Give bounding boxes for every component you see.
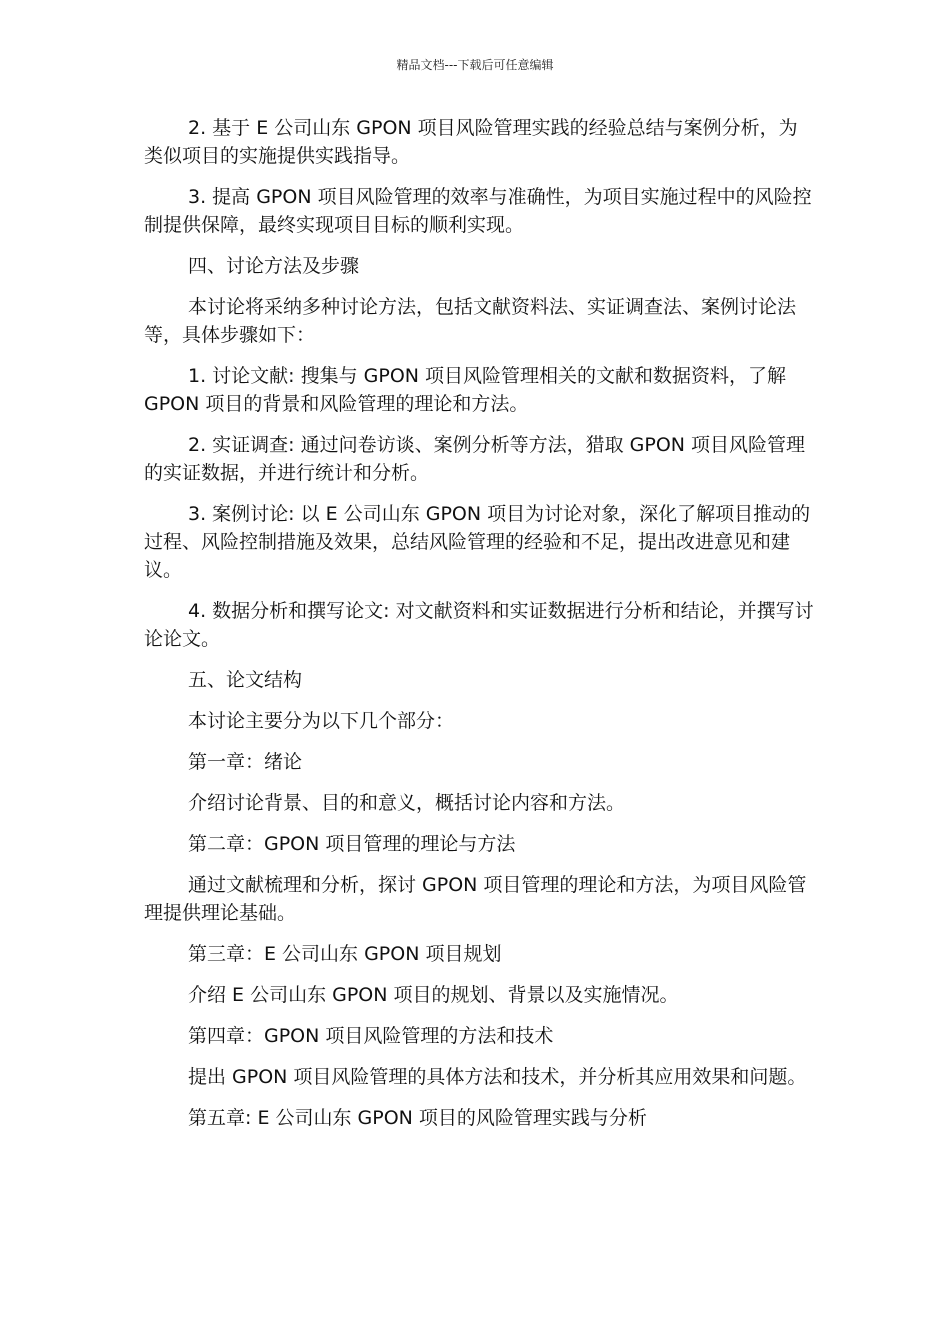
paragraph-step-1: 1. 讨论文献: 搜集与 GPON 项目风险管理相关的文献和数据资料，了解 GPON 项目的背景和风险管理的理论和方法。 xyxy=(144,365,787,415)
document-body xyxy=(144,114,814,1145)
chapter-1-description: 介绍讨论背景、目的和意义，概括讨论内容和方法。 xyxy=(188,792,626,814)
paragraph-step-3: 3. 案例讨论: 以 E 公司山东 GPON 项目为讨论对象，深化了解项目推动的过程、风险控制措施及效果，总结风险管理的经验和不足，提出改进意见和建议。 xyxy=(144,503,811,581)
chapter-4-description: 提出 GPON 项目风险管理的具体方法和技术，并分析其应用效果和问题。 xyxy=(188,1066,807,1088)
section-heading-methods: 四、讨论方法及步骤 xyxy=(188,255,360,277)
chapter-1-title: 第一章：绪论 xyxy=(188,751,303,773)
section-heading-structure: 五、论文结构 xyxy=(188,669,303,691)
paragraph-step-2: 2. 实证调查: 通过问卷访谈、案例分析等方法，猎取 GPON 项目风险管理的实证数据，并进行统计和分析。 xyxy=(144,434,806,484)
chapter-2-title: 第二章：GPON 项目管理的理论与方法 xyxy=(188,833,516,855)
paragraph-goal-2: 2. 基于 E 公司山东 GPON 项目风险管理实践的经验总结与案例分析，为类似项目的实施提供实践指导。 xyxy=(144,117,798,167)
chapter-2-description: 通过文献梳理和分析，探讨 GPON 项目管理的理论和方法，为项目风险管理提供理论基础。 xyxy=(144,874,807,924)
chapter-3-title: 第三章：E 公司山东 GPON 项目规划 xyxy=(188,943,502,965)
chapter-5-title: 第五章: E 公司山东 GPON 项目的风险管理实践与分析 xyxy=(188,1107,647,1129)
chapter-4-title: 第四章：GPON 项目风险管理的方法和技术 xyxy=(188,1025,554,1047)
chapter-3-description: 介绍 E 公司山东 GPON 项目的规划、背景以及实施情况。 xyxy=(188,984,679,1006)
paragraph-methods-intro: 本讨论将采纳多种讨论方法，包括文献资料法、实证调查法、案例讨论法等，具体步骤如下： xyxy=(144,296,797,346)
paragraph-structure-intro: 本讨论主要分为以下几个部分： xyxy=(188,710,455,732)
paragraph-step-4: 4. 数据分析和撰写论文: 对文献资料和实证数据进行分析和结论，并撰写讨论论文。 xyxy=(144,600,814,650)
page-header: 精品文档---下载后可任意编辑 xyxy=(396,58,554,72)
paragraph-goal-3: 3. 提高 GPON 项目风险管理的效率与准确性，为项目实施过程中的风险控制提供保障，最终实现项目目标的顺利实现。 xyxy=(144,186,812,236)
